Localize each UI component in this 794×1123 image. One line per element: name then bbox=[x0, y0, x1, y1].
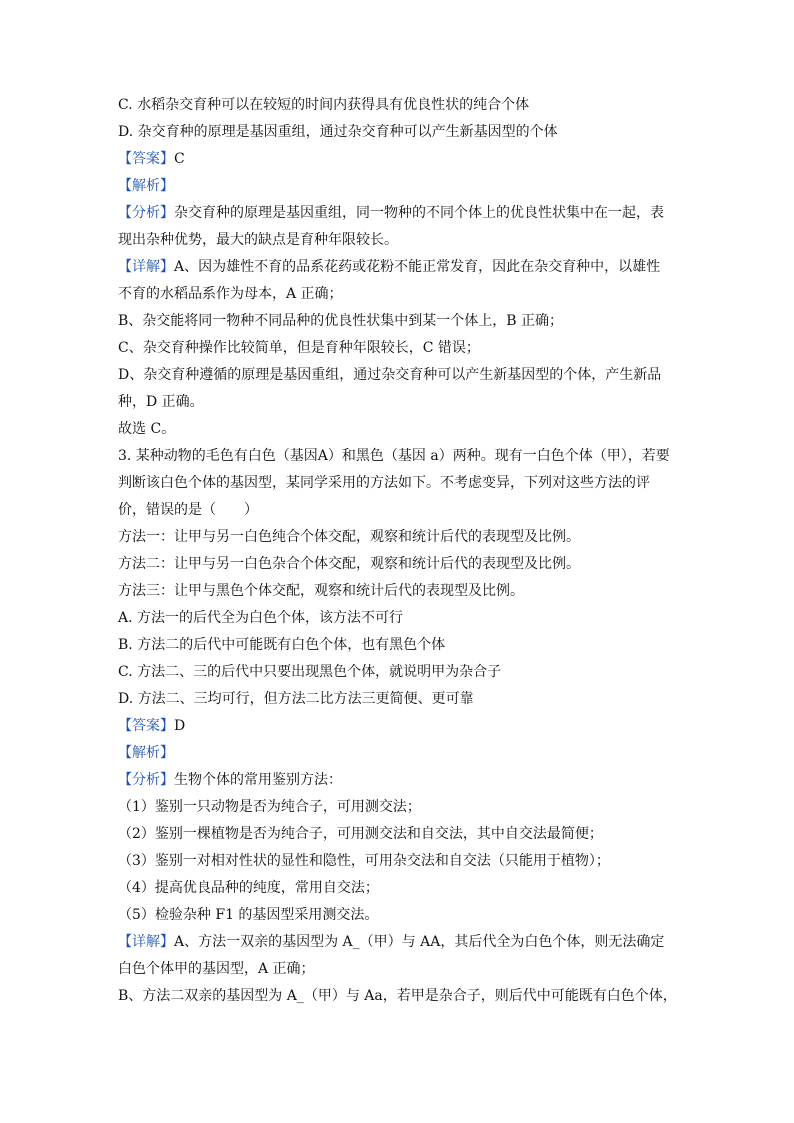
fenxi-tag: 【分析】 bbox=[118, 772, 174, 788]
q3-analysis-heading bbox=[118, 744, 174, 762]
xiangjie-tag: 【详解】 bbox=[118, 259, 174, 275]
q3-item-3: （3）鉴别一对相对性状的显性和隐性，可用杂交法和自交法（只能用于植物）； bbox=[118, 853, 610, 869]
q2-option-c: C. 水稻杂交育种可以在较短的时间内获得具有优良性状的纯合个体 bbox=[118, 97, 530, 113]
q2-option-d: D. 杂交育种的原理是基因重组，通过杂交育种可以产生新基因型的个体 bbox=[118, 124, 558, 140]
analysis-tag: 【解析】 bbox=[118, 745, 174, 761]
q3-item-4: （4）提高优良品种的纯度，常用自交法； bbox=[118, 880, 379, 896]
q2-fenxi-line2: 现出杂种优势，最大的缺点是育种年限较长。 bbox=[118, 232, 398, 248]
q3-answer bbox=[118, 717, 185, 735]
q2-answer bbox=[118, 150, 185, 168]
xiangjie-text: A、因为雄性不育的品系花药或花粉不能正常发育，因此在杂交育种中，以雄性 bbox=[174, 259, 661, 275]
q3-item-2: （2）鉴别一棵植物是否为纯合子，可用测交法和自交法，其中自交法最简便； bbox=[118, 826, 603, 842]
q3-stem-line1: 3. 某种动物的毛色有白色（基因A）和黑色（基因 a）两种。现有一白色个体（甲），若要 bbox=[118, 448, 670, 464]
fenxi-tag: 【分析】 bbox=[118, 205, 174, 221]
answer-value: D bbox=[174, 718, 186, 734]
q3-method1: 方法一：让甲与另一白色纯合个体交配，观察和统计后代的表现型及比例。 bbox=[118, 529, 580, 545]
q2-explain-d-line1: D、杂交育种遵循的原理是基因重组，通过杂交育种可以产生新基因型的个体，产生新品 bbox=[118, 367, 662, 383]
answer-value: C bbox=[174, 151, 185, 167]
xiangjie-text: A、方法一双亲的基因型为 A_（甲）与 AA，其后代全为白色个体，则无法确定 bbox=[174, 934, 665, 950]
answer-tag: 【答案】 bbox=[118, 718, 174, 734]
fenxi-text: 杂交育种的原理是基因重组，同一物种的不同个体上的优良性状集中在一起，表 bbox=[174, 205, 664, 221]
q2-explain-d-line2: 种，D 正确。 bbox=[118, 394, 204, 410]
analysis-tag: 【解析】 bbox=[118, 178, 174, 194]
q2-explain-b: B、杂交能将同一物种不同品种的优良性状集中到某一个体上，B 正确； bbox=[118, 313, 564, 329]
q2-xiangjie-line1 bbox=[118, 258, 660, 276]
q3-method3: 方法三：让甲与黑色个体交配，观察和统计后代的表现型及比例。 bbox=[118, 583, 524, 599]
q3-option-b: B. 方法二的后代中可能既有白色个体，也有黑色个体 bbox=[118, 637, 446, 653]
q3-stem-line2: 判断该白色个体的基因型，某同学采用的方法如下。不考虑变异，下列对这些方法的评 bbox=[118, 475, 650, 491]
q3-option-a: A. 方法一的后代全为白色个体，该方法不可行 bbox=[118, 610, 404, 626]
q3-stem-line3: 价，错误的是（ ） bbox=[118, 502, 258, 518]
fenxi-text: 生物个体的常用鉴别方法： bbox=[174, 772, 342, 788]
q3-item-5: （5）检验杂种 F1 的基因型采用测交法。 bbox=[118, 907, 379, 923]
q3-method2: 方法二：让甲与另一白色杂合个体交配，观察和统计后代的表现型及比例。 bbox=[118, 556, 580, 572]
q2-fenxi-line1 bbox=[118, 204, 664, 222]
q3-explain-b: B、方法二双亲的基因型为 A_（甲）与 Aa，若甲是杂合子，则后代中可能既有白色个体， bbox=[118, 988, 677, 1004]
q3-option-d: D. 方法二、三均可行，但方法二比方法三更简便、更可靠 bbox=[118, 691, 474, 707]
q2-xiangjie-line2: 不育的水稻品系作为母本，A 正确； bbox=[118, 286, 343, 302]
q3-option-c: C. 方法二、三的后代中只要出现黑色个体，就说明甲为杂合子 bbox=[118, 664, 502, 680]
answer-tag: 【答案】 bbox=[118, 151, 174, 167]
q2-analysis-heading bbox=[118, 177, 174, 195]
q3-fenxi bbox=[118, 771, 342, 789]
xiangjie-tag: 【详解】 bbox=[118, 934, 174, 950]
q3-xiangjie-line1 bbox=[118, 933, 664, 951]
q2-conclusion: 故选 C。 bbox=[118, 421, 176, 437]
q3-item-1: （1）鉴别一只动物是否为纯合子，可用测交法； bbox=[118, 799, 421, 815]
q3-xiangjie-line2: 白色个体甲的基因型，A 正确； bbox=[118, 961, 315, 977]
q2-explain-c: C、杂交育种操作比较简单，但是育种年限较长，C 错误； bbox=[118, 340, 480, 356]
